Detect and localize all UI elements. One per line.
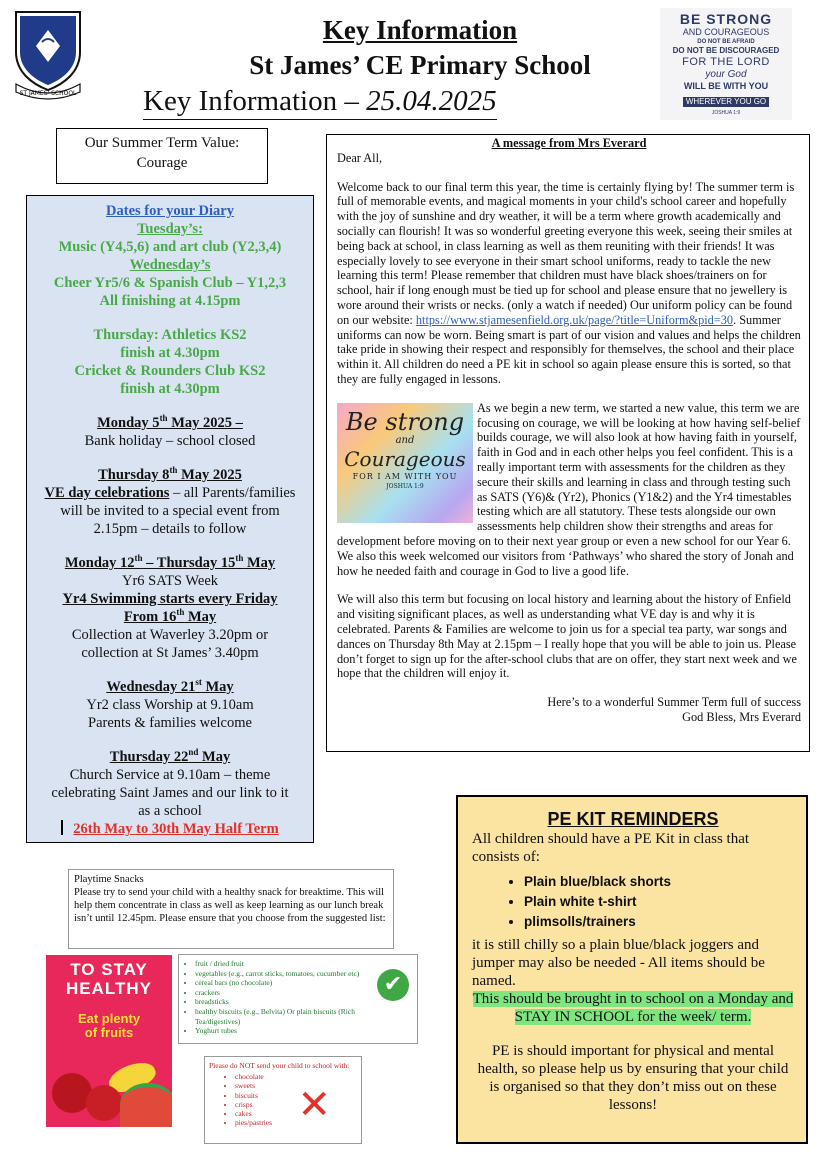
diary-event-text: Parents & families welcome [88,715,252,731]
list-item: • cereal bars (no chocolate) [195,978,371,988]
list-item: • chocolate [235,1072,357,1081]
diary-tuesday-text: Music (Y4,5,6) and art club (Y2,3,4) [58,239,282,255]
list-item: • vegetables (e.g., carrot sticks, tomatoes, cucumber etc) [195,969,371,979]
newsletter-date: 25.04.2025 [366,85,497,117]
pe-kit-highlight-wrap [472,990,794,1026]
snacks-box [68,869,394,949]
pe-kit-title: PE KIT REMINDERS [547,809,719,829]
diary-event-date: From 16th May [123,607,217,625]
diary-tuesday-label: Tuesday’s: [137,221,203,237]
diary-thursday-line: finish at 4.30pm [120,381,220,397]
date-heading [143,84,497,118]
crest-label: ST JAMES' SCHOOL [19,90,77,97]
cherry-icon [86,1085,122,1121]
diary-wednesday-text: Cheer Yr5/6 & Spanish Club – Y1,2,3 [53,275,287,291]
image-text: FOR I AM WITH YOU [352,471,458,481]
diary-panel [26,195,314,843]
pe-kit-closing: PE is should important for physical and mental health, so please help us by ensuring that your child is organised so that they don’t miss out on these lessons! [477,1043,789,1113]
diary-event-text: celebrating Saint James and our link to it [51,785,289,801]
diary-event-text: Yr2 class Worship at 9.10am [86,697,254,713]
list-item: • pies/pastries [235,1118,357,1127]
poster-text: TO STAY [70,960,148,979]
diary-wednesday-label: Wednesday’s [129,257,211,273]
list-item: • plimsolls/trainers [524,912,794,932]
list-item: • Yoghurt tubes [195,1026,371,1036]
verse-line: DO NOT BE AFRAID [697,39,755,45]
pe-kit-reminders [456,795,808,1144]
verse-reference: JOSHUA 1:9 [711,110,741,116]
term-value: Courage [136,155,188,171]
term-value-box [56,128,268,184]
diary-finish-text: All finishing at 4.15pm [99,293,241,309]
date-prefix: Key Information – [143,85,367,117]
bible-verse-image [660,8,792,120]
image-text: and [395,434,415,446]
cross-icon: ✕ [297,1082,331,1128]
message-greeting: Dear All, [337,150,383,165]
snacks-text: Please try to send your child with a healthy snack for breaktime. This will help them concentrate in class as well as keep learning as our lunch break isn’t until 12.45pm. Please ensure that you choose from the suggested list: [74,887,386,924]
poster-text: Eat plenty [77,1011,141,1026]
healthy-poster [46,955,172,1127]
diary-event-text: 2.15pm – details to follow [93,521,247,537]
verse-line: BE STRONG [679,11,773,27]
pe-kit-highlight: This should be brought in to school on a Monday and STAY IN SCHOOL for the week/ term. [472,991,794,1025]
diary-event-text: will be invited to a special event from [60,503,280,519]
diary-thursday-line: finish at 4.30pm [120,345,220,361]
half-term-notice: 26th May to 30th May Half Term [27,820,313,838]
list-item: • healthy biscuits (e.g., Belvita) Or plain biscuits (Rich Tea/digestives) [195,1007,371,1026]
be-strong-image [337,403,473,523]
message-signature: God Bless, Mrs Everard [682,709,801,724]
message-paragraph: Be strong and Courageous FOR I AM WITH YOU JOSHUA 1:9 As we begin a new term, we started a new value, this term we are focusing on courage, we will be looking at how having self-belief builds courage, we will also look at how having faith in yourself, faith in God and in each other helps you feel confident. This is a really important term with assessments for the children as they secure their skills and learning in class and through testing such as SATS (Y6)& (Yr2), Phonics (Y1&2) and the Yr4 timestables testing which are all statutory. These tests alongside our own assessments help children show their strengths and areas for development before moving on to their next year group or even a new school for our Year 6. We also this week welcomed our visitors from ‘Pathways’ who shared the story of Jonah and how he needed faith and courage in God to live a good life. [337,400,801,578]
diary-event-text: Yr6 SATS Week [121,573,219,589]
good-snacks-list [178,954,418,1044]
message-paragraph: Welcome back to our final term this year, the time is certainly flying by! The summer term is full of memorable events, and magical moments in your child's school career and hopefully with the joy of sunshine and dry weather, it will be a term where growth academically and socially can flourish! It was so wonderful greeting everyone this week, seeing their smiles at being back at school, in class learning as well as them reuniting with their friends! It was especially lovely to see everyone in their smart school uniforms, ready to tackle the new learning this term! Please remember that children must have black shoes/trainers on for school, hair if long enough must be tied up for school and please ensure that no jewellery is wore around their wrists or necks. (only a watch if needed) Our uniform policy can be found on our website: https://www.stjamesenfield.org.uk/page/?title=Uniform&pid=30. Summer uniforms can now be worn. Being smart is part of our vision and values and helps the children take pride in showing their respect and responsibly for themselves, the school and their place within it. All children do need a PE kit in school so again please ensure this is sorted, so that they are fully engaged in lessons. [337,179,801,386]
diary-event-text: VE day celebrations – all Parents/families [44,485,296,501]
list-item: • Plain blue/black shorts [524,872,794,892]
diary-event-date: Thursday 22nd May [109,747,231,765]
watermelon-icon [120,1083,172,1127]
diary-event-date: Monday 5th May 2025 – [97,413,243,431]
verse-line: your God [705,69,747,80]
pe-kit-note: it is still chilly so a plain blue/black joggers and jumper may also be needed - All items should be named. [472,937,765,989]
pe-kit-intro: All children should have a PE Kit in class that consists of: [472,831,750,865]
image-text: Be strong [345,407,465,436]
list-item: • biscuits [235,1091,357,1100]
list-item: • cakes [235,1109,357,1118]
diary-heading: Dates for your Diary [106,203,234,219]
image-text: JOSHUA 1:9 [386,482,424,490]
verse-line: WHEREVER YOU GO [683,97,769,107]
verse-line: AND COURAGEOUS [682,27,770,37]
list-item: • fruit / dried fruit [195,959,371,969]
checkmark-icon: ✔ [377,969,409,1001]
poster-text: HEALTHY [65,979,152,998]
diary-event-date: Wednesday 21st May [106,677,234,695]
message-paragraph: We will also this term but focusing on local history and learning about the history of Enfield and visiting significant places, as well as understanding what VE day is and why it is celebrated. Parents & Families are welcome to join us for a special tea party, war songs and dances on Thursday 8th May at 2.15pm – I really hope that you will be able to join us. Please don’t forget to sign up for the after-school clubs that are on offer, they start next week and we hope that the children will enjoy it. [337,592,797,681]
verse-line: DO NOT BE DISCOURAGED [672,46,780,55]
verse-line: FOR THE LORD [682,56,770,68]
poster-text: of fruits [84,1025,134,1040]
head-message [326,134,810,752]
uniform-policy-link[interactable]: https://www.stjamesenfield.org.uk/page/?title=Uniform&pid=30 [415,312,734,327]
pe-kit-list [472,872,794,932]
diary-event-text: Collection at Waverley 3.20pm or [71,627,269,643]
list-item: • Plain white t-shirt [524,892,794,912]
list-item: • sweets [235,1081,357,1090]
diary-thursday-line: Thursday: Athletics KS2 [93,327,247,343]
school-crest [8,6,88,102]
message-title: A message from Mrs Everard [491,136,647,150]
list-item: • crisps [235,1100,357,1109]
diary-event-date: Monday 12th – Thursday 15th May [64,553,276,571]
term-value-label: Our Summer Term Value: [84,135,240,151]
verse-line: WILL BE WITH YOU [683,81,769,91]
diary-event-text: as a school [138,803,202,819]
diary-event-text: Church Service at 9.10am – theme [69,767,271,783]
diary-event-date: Yr4 Swimming starts every Friday [62,591,278,607]
diary-event-date: Thursday 8th May 2025 [98,465,242,483]
list-item: • crackers [195,988,371,998]
crest-icon [8,6,88,102]
snacks-title: Playtime Snacks [74,874,144,885]
diary-thursday-line: Cricket & Rounders Club KS2 [74,363,266,379]
message-signoff: Here’s to a wonderful Summer Term full of success [547,695,801,710]
list-item: • breadsticks [195,997,371,1007]
image-text: Courageous [344,446,466,471]
page-title: Key Information [322,15,518,45]
bad-snacks-list [204,1056,362,1144]
school-name: St James’ CE Primary School [249,50,591,80]
diary-event-text: Bank holiday – school closed [84,433,256,449]
diary-event-text: collection at St James’ 3.40pm [81,645,259,661]
bad-snacks-title: Please do NOT send your child to school with: [209,1061,350,1070]
